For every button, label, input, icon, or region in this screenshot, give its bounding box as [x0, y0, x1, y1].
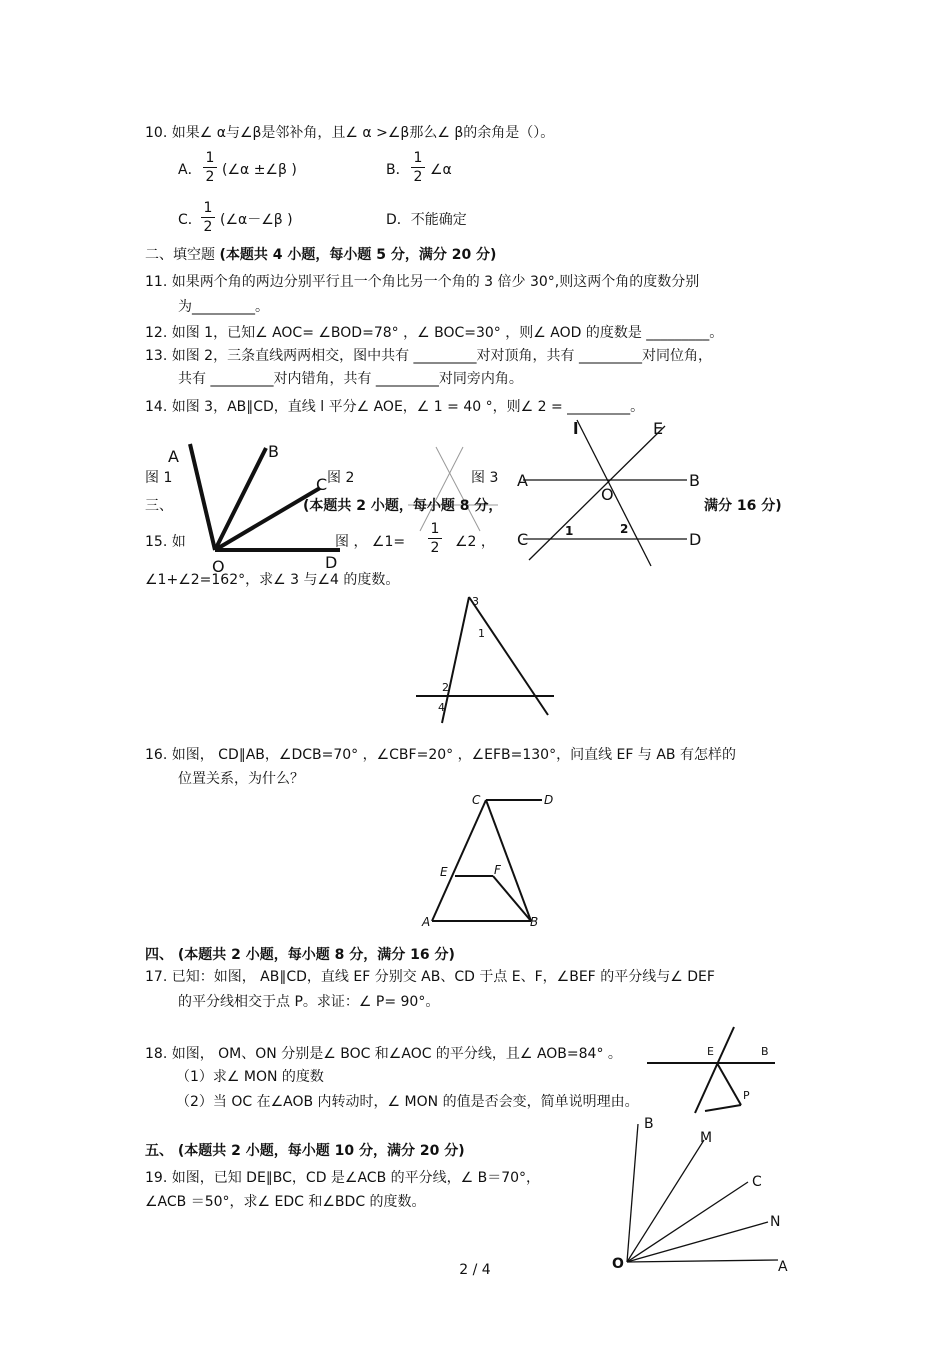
- section-3-prefix: 三、: [145, 498, 173, 514]
- fig3-label-a: A: [517, 471, 528, 490]
- section-3-detail: (本题共 2 小题，每小题 8 分，: [303, 498, 503, 514]
- q16-line1: 16. 如图， CD∥AB，∠DCB=70° ，∠CBF=20° ，∠EFB=130°，问直线 EF 与 AB 有怎样的: [145, 747, 736, 763]
- figure-3: [515, 418, 735, 573]
- fig1-label-o: O: [212, 557, 225, 576]
- fig2-line-1: [436, 447, 480, 531]
- q10-option-b-text: ∠α: [430, 162, 452, 178]
- fig16-label-b: B: [530, 915, 539, 929]
- q17-line1: 17. 已知：如图， AB∥CD，直线 EF 分别交 AB、CD 于点 E、F，∠BEF 的平分线与∠ DEF: [145, 969, 715, 985]
- fig15-label-2: 2: [442, 681, 449, 694]
- fig16-label-f: F: [494, 863, 501, 877]
- fig18-label-o: O: [612, 1256, 624, 1272]
- fig3-label-e: E: [653, 419, 664, 438]
- fig15-label-4: 4: [438, 701, 445, 714]
- q12-text: 12. 如图 1，已知∠ AOC= ∠BOD=78° ，∠ BOC=30° ，则∠ AOD 的度数是 _________。: [145, 325, 724, 341]
- q15-line2: ∠1+∠2=162°，求∠ 3 与∠4 的度数。: [145, 572, 400, 588]
- fig18-ray-ob: [627, 1124, 638, 1262]
- figure-2: [408, 443, 498, 538]
- q10-option-b-label: B．: [386, 162, 410, 178]
- q18-line2: （1）求∠ MON 的度数: [176, 1069, 324, 1085]
- fig2-line-2: [420, 447, 463, 531]
- q10-stem: 10. 如果∠ α与∠β是邻补角，且∠ α >∠β那么∠ β的余角是（）。: [145, 125, 555, 141]
- fig18-label-a: A: [778, 1259, 788, 1275]
- q15-mid: 图 ， ∠1=: [335, 534, 406, 550]
- fig15-line-right: [469, 597, 548, 715]
- fig1-label-a: A: [168, 447, 179, 466]
- fig16-line-fb: [493, 876, 531, 921]
- fig1-caption: 图 1: [145, 470, 173, 486]
- q13-line1: 13. 如图 2，三条直线两两相交，图中共有 _________对对顶角，共有 _________对同位角，: [145, 348, 712, 364]
- fig16-label-a: A: [422, 915, 431, 929]
- fig3-label-2: 2: [620, 522, 629, 536]
- page-number: 2 / 4: [459, 1262, 491, 1278]
- q10-option-c-text: (∠α－∠β ): [220, 212, 293, 228]
- fig3-label-c: C: [517, 530, 529, 549]
- q18-line3: （2）当 OC 在∠AOB 内转动时，∠ MON 的值是否会变，简单说明理由。: [176, 1094, 639, 1110]
- fig1-label-b: B: [268, 442, 279, 461]
- q10-option-c-fraction: 1 2: [201, 200, 215, 235]
- q17-line2: 的平分线相交于点 P。求证：∠ P= 90°。: [178, 994, 440, 1010]
- fig15-label-1: 1: [478, 627, 485, 640]
- fig18-label-m: M: [700, 1130, 713, 1146]
- fig17-label-e: E: [707, 1045, 714, 1058]
- fig1-label-d: D: [325, 553, 338, 572]
- fig2-caption: 图 2: [327, 470, 355, 486]
- fig16-line-cb: [486, 800, 531, 921]
- fig17-line-ep: [717, 1063, 741, 1105]
- fig17-line-fp: [705, 1105, 741, 1111]
- figure-q15: [414, 595, 559, 725]
- q19-line2: ∠ACB ＝50°，求∠ EDC 和∠BDC 的度数。: [145, 1194, 426, 1210]
- q10-option-a-fraction: 1 2: [203, 150, 217, 185]
- q10-option-c-label: C．: [178, 212, 202, 228]
- fig17-label-p: P: [743, 1089, 750, 1102]
- fig18-ray-oc: [627, 1182, 748, 1262]
- q10-option-a-label: A．: [178, 162, 202, 178]
- q11-line1: 11. 如果两个角的两边分别平行且一个角比另一个角的 3 倍少 30°,则这两个角的度数分别: [145, 274, 700, 290]
- fig18-label-n: N: [770, 1214, 781, 1230]
- fig1-ray-oa: [190, 444, 215, 550]
- fig16-line-ca: [432, 800, 486, 921]
- fig3-label-1: 1: [565, 524, 574, 538]
- figure-q17: [645, 1025, 825, 1115]
- q18-line1: 18. 如图， OM、ON 分别是∠ BOC 和∠AOC 的平分线，且∠ AOB=84° 。: [145, 1046, 622, 1062]
- figure-q18: [610, 1112, 800, 1275]
- fig3-line-oe: [529, 426, 665, 560]
- fig1-label-c: C: [316, 475, 328, 494]
- q15-fraction: 1 2: [428, 521, 442, 556]
- q15-head: 15. 如: [145, 534, 186, 550]
- fig17-line-ef: [695, 1027, 734, 1113]
- fig18-label-b: B: [644, 1116, 654, 1132]
- q10-option-b-fraction: 1 2: [411, 150, 425, 185]
- q10-option-a-text: (∠α ±∠β ): [222, 162, 297, 178]
- fig3-caption: 图 3: [471, 470, 499, 486]
- section-3-total: 满分 16 分): [704, 498, 782, 514]
- section-4-header: 四、 (本题共 2 小题，每小题 8 分，满分 16 分): [145, 947, 455, 963]
- fig16-label-e: E: [440, 865, 448, 879]
- fig3-line-l: [577, 420, 651, 566]
- fig3-label-b: B: [689, 471, 700, 490]
- q14-text: 14. 如图 3，AB∥CD，直线 l 平分∠ AOE，∠ 1 = 40 °，则∠ 2 = _________。: [145, 399, 645, 415]
- q10-option-d: D．不能确定: [386, 212, 467, 228]
- fig17-label-b: B: [761, 1045, 769, 1058]
- fig3-label-l: l: [573, 419, 579, 438]
- q13-line2: 共有 _________对内错角，共有 _________对同旁内角。: [178, 371, 523, 387]
- figure-q16: [418, 790, 568, 930]
- fig15-line-left: [442, 597, 469, 723]
- q15-end: ∠2 ，: [455, 534, 495, 550]
- section-5-header: 五、 (本题共 2 小题，每小题 10 分，满分 20 分): [145, 1143, 465, 1159]
- section-2-header: 二、填空题 (本题共 4 小题，每小题 5 分，满分 20 分): [145, 247, 497, 263]
- q19-line1: 19. 如图，已知 DE∥BC，CD 是∠ACB 的平分线，∠ B＝70°，: [145, 1170, 541, 1186]
- fig3-label-d: D: [689, 530, 702, 549]
- q11-line2: 为_________。: [178, 299, 269, 315]
- q16-line2: 位置关系，为什么？: [178, 771, 304, 787]
- fig15-label-3: 3: [472, 595, 479, 608]
- fig16-label-d: D: [544, 793, 554, 807]
- fig18-label-c: C: [752, 1174, 762, 1190]
- fig16-label-c: C: [472, 793, 481, 807]
- fig3-label-o: O: [601, 485, 614, 504]
